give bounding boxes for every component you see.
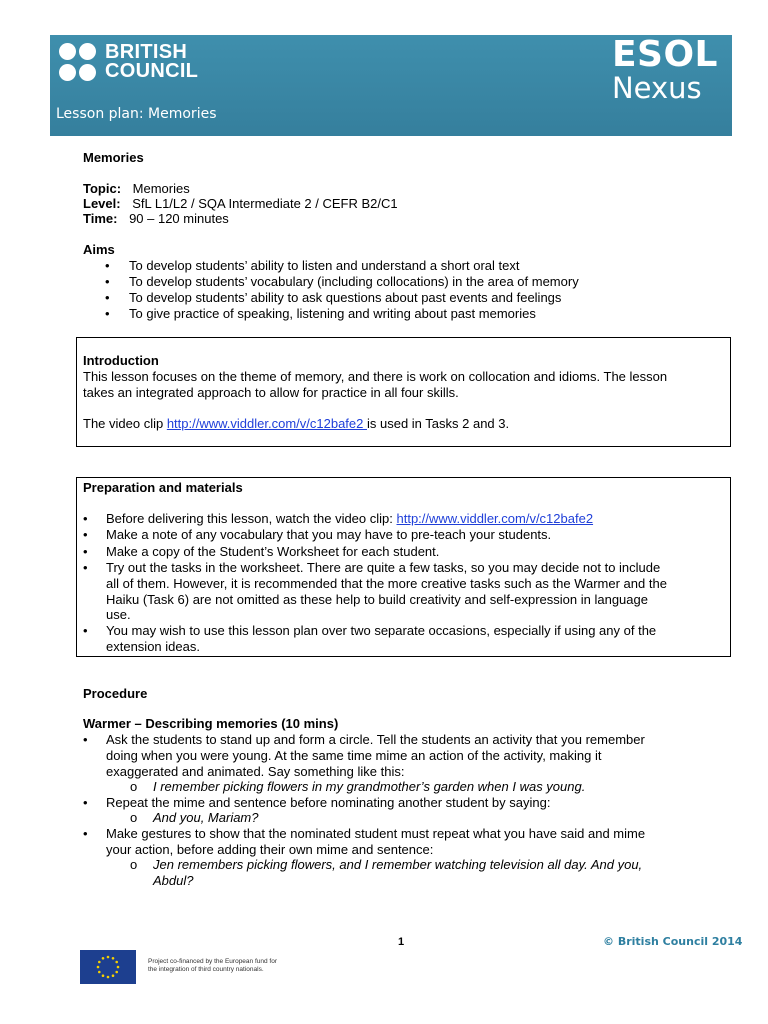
brand-line-1: BRITISH <box>105 41 188 63</box>
warmer-b1-line-3: exaggerated and animated. Say something like this: <box>106 764 405 779</box>
esol-nexus-logo <box>611 34 718 105</box>
eu-flag-icon <box>80 950 136 984</box>
video-link-prep[interactable]: http://www.viddler.com/v/c12bafe2 <box>396 511 594 526</box>
list-item: • Before delivering this lesson, watch the video clip: http://www.viddler.com/v/c12bafe2 <box>83 511 594 526</box>
list-item: o Jen remembers picking flowers, and I remember watching television all day. And you, <box>130 857 643 872</box>
intro-heading: Introduction <box>83 353 159 368</box>
time-value: 90 – 120 minutes <box>129 211 229 226</box>
warmer-s3-line-2: Abdul? <box>153 873 194 888</box>
esol-text: ESOL <box>611 34 718 75</box>
video-link[interactable]: http://www.viddler.com/v/c12bafe2 <box>166 416 367 431</box>
procedure-heading: Procedure <box>83 686 148 701</box>
prep-b4-line-3: Haiku (Task 6) are not omitted as these help to build creativity and self-expression in language <box>106 592 648 607</box>
topic-value: Memories <box>132 181 190 196</box>
warmer-b3-line-2: your action, before adding their own mime and sentence: <box>106 842 434 857</box>
doc-heading: Memories <box>83 150 144 165</box>
list-item: • You may wish to use this lesson plan over two separate occasions, especially if using any of the <box>83 623 657 638</box>
eu-funding-text: Project co-financed by the European fund for the integration of third country nationals. <box>148 958 277 973</box>
level-row <box>83 196 398 212</box>
lesson-title: Lesson plan: Memories <box>56 106 217 122</box>
list-item: • Try out the tasks in the worksheet. There are quite a few tasks, so you may decide not to include <box>83 560 661 575</box>
prep-b4-line-4: use. <box>106 607 131 622</box>
intro-video-line: The video clip http://www.viddler.com/v/c12bafe2 is used in Tasks 2 and 3. <box>83 416 510 431</box>
list-item: • To develop students’ ability to listen and understand a short oral text <box>105 258 520 273</box>
list-item: o I remember picking flowers in my grandmother’s garden when I was young. <box>130 779 586 794</box>
nexus-text: Nexus <box>611 71 702 105</box>
copyright: © British Council 2014 <box>603 935 743 948</box>
prep-heading: Preparation and materials <box>83 480 243 495</box>
page-number: 1 <box>398 936 405 948</box>
topic-label: Topic: <box>83 181 122 196</box>
warmer-heading: Warmer – Describing memories (10 mins) <box>83 716 339 731</box>
prep-b4-line-2: all of them. However, it is recommended that the more creative tasks such as the Warmer and the <box>106 576 667 591</box>
list-item: o And you, Mariam? <box>130 810 259 825</box>
list-item: • Repeat the mime and sentence before nominating another student by saying: <box>83 795 551 810</box>
level-value: SfL L1/L2 / SQA Intermediate 2 / CEFR B2/C1 <box>132 196 398 211</box>
list-item: • Make a note of any vocabulary that you may have to pre-teach your students. <box>83 527 552 542</box>
topic-row <box>83 181 190 197</box>
list-item: • To develop students’ ability to ask questions about past events and feelings <box>105 290 562 305</box>
prep-b5-line-2: extension ideas. <box>106 639 200 654</box>
time-row <box>83 211 229 227</box>
intro-line-1: This lesson focuses on the theme of memory, and there is work on collocation and idioms. The lesson <box>83 369 668 384</box>
aims-heading: Aims <box>83 242 115 257</box>
list-item: • Make gestures to show that the nominated student must repeat what you have said and mime <box>83 826 646 841</box>
list-item: • Make a copy of the Student’s Worksheet for each student. <box>83 544 440 559</box>
british-council-dots-icon <box>59 43 101 83</box>
time-label: Time: <box>83 211 118 226</box>
eu-stars-icon <box>80 950 136 984</box>
intro-line-2: takes an integrated approach to allow for practice in all four skills. <box>83 385 459 400</box>
header-banner <box>50 35 732 136</box>
list-item: • Ask the students to stand up and form a circle. Tell the students an activity that you remember <box>83 732 645 747</box>
level-label: Level: <box>83 196 121 211</box>
list-item: • To give practice of speaking, listening and writing about past memories <box>105 306 536 321</box>
warmer-b1-line-2: doing when you were young. At the same time mime an action of the activity, making it <box>106 748 602 763</box>
brand-line-2: COUNCIL <box>105 60 199 82</box>
list-item: • To develop students’ vocabulary (including collocations) in the area of memory <box>105 274 579 289</box>
